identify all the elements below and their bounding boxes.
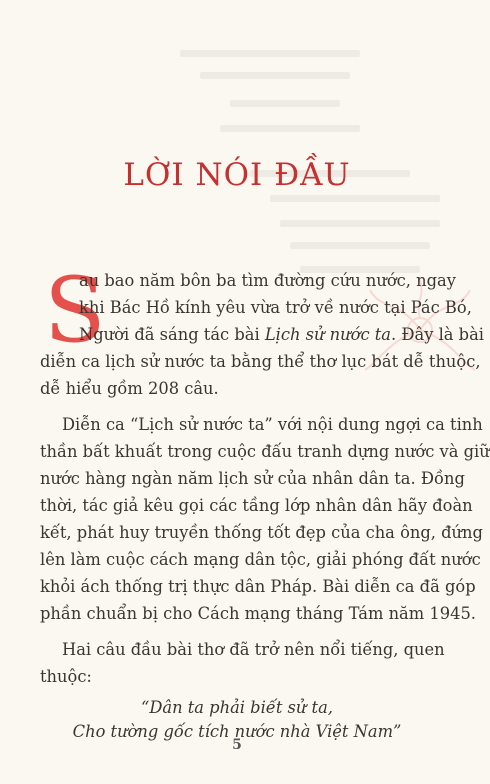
paragraph-1-line-1: au bao năm bôn ba tìm đường cứu nước, ngay <box>79 271 456 290</box>
quote-line-2: Cho tường gốc tích nước nhà Việt Nam” <box>72 722 402 741</box>
paragraph-2-line-7: khỏi ách thống trị thực dân Pháp. Bài diễn ca đã góp <box>40 577 476 596</box>
paragraph-2-line-4: thời, tác giả kêu gọi các tầng lớp nhân dân hãy đoàn <box>40 496 473 515</box>
paragraph-1-line-2: khi Bác Hồ kính yêu vừa trở về nước tại Pác Bó, <box>79 298 472 317</box>
paragraph-1-line-4: diễn ca lịch sử nước ta bằng thể thơ lục bát dễ thuộc, <box>40 352 481 371</box>
paragraph-1-text: . Đây là bài <box>391 325 484 344</box>
quote-line-1: “Dân ta phải biết sử ta, <box>141 698 333 717</box>
paragraph-2-line-6: lên làm cuộc cách mạng dân tộc, giải phóng đất nước <box>40 550 481 569</box>
paragraph-2-line-8: phần chuẩn bị cho Cách mạng tháng Tám năm 1945. <box>40 604 476 623</box>
paragraph-2-line-1: Diễn ca “Lịch sử nước ta” với nội dung ngợi ca tinh <box>62 415 483 434</box>
paragraph-2-line-5: kết, phát huy truyền thống tốt đẹp của cha ông, đứng <box>40 523 483 542</box>
paragraph-2-line-3: nước hàng ngàn năm lịch sử của nhân dân ta. Đồng <box>40 469 465 488</box>
drop-cap: S <box>44 258 106 363</box>
paragraph-1-text: Người đã sáng tác bài <box>79 325 260 344</box>
poem-title: Lịch sử nước ta <box>264 325 391 344</box>
paragraph-3-line-1: Hai câu đầu bài thơ đã trở nên nổi tiếng, quen <box>62 640 445 659</box>
paragraph-1-line-3 <box>79 325 484 344</box>
paragraph-3-line-2: thuộc: <box>40 667 92 686</box>
page-number: 5 <box>232 737 242 753</box>
paragraph-2-line-2: thần bất khuất trong cuộc đấu tranh dựng nước và giữ <box>40 442 490 461</box>
page-title: LỜI NÓI ĐẦU <box>123 157 351 193</box>
paragraph-1-line-5: dễ hiểu gồm 208 câu. <box>40 379 219 398</box>
